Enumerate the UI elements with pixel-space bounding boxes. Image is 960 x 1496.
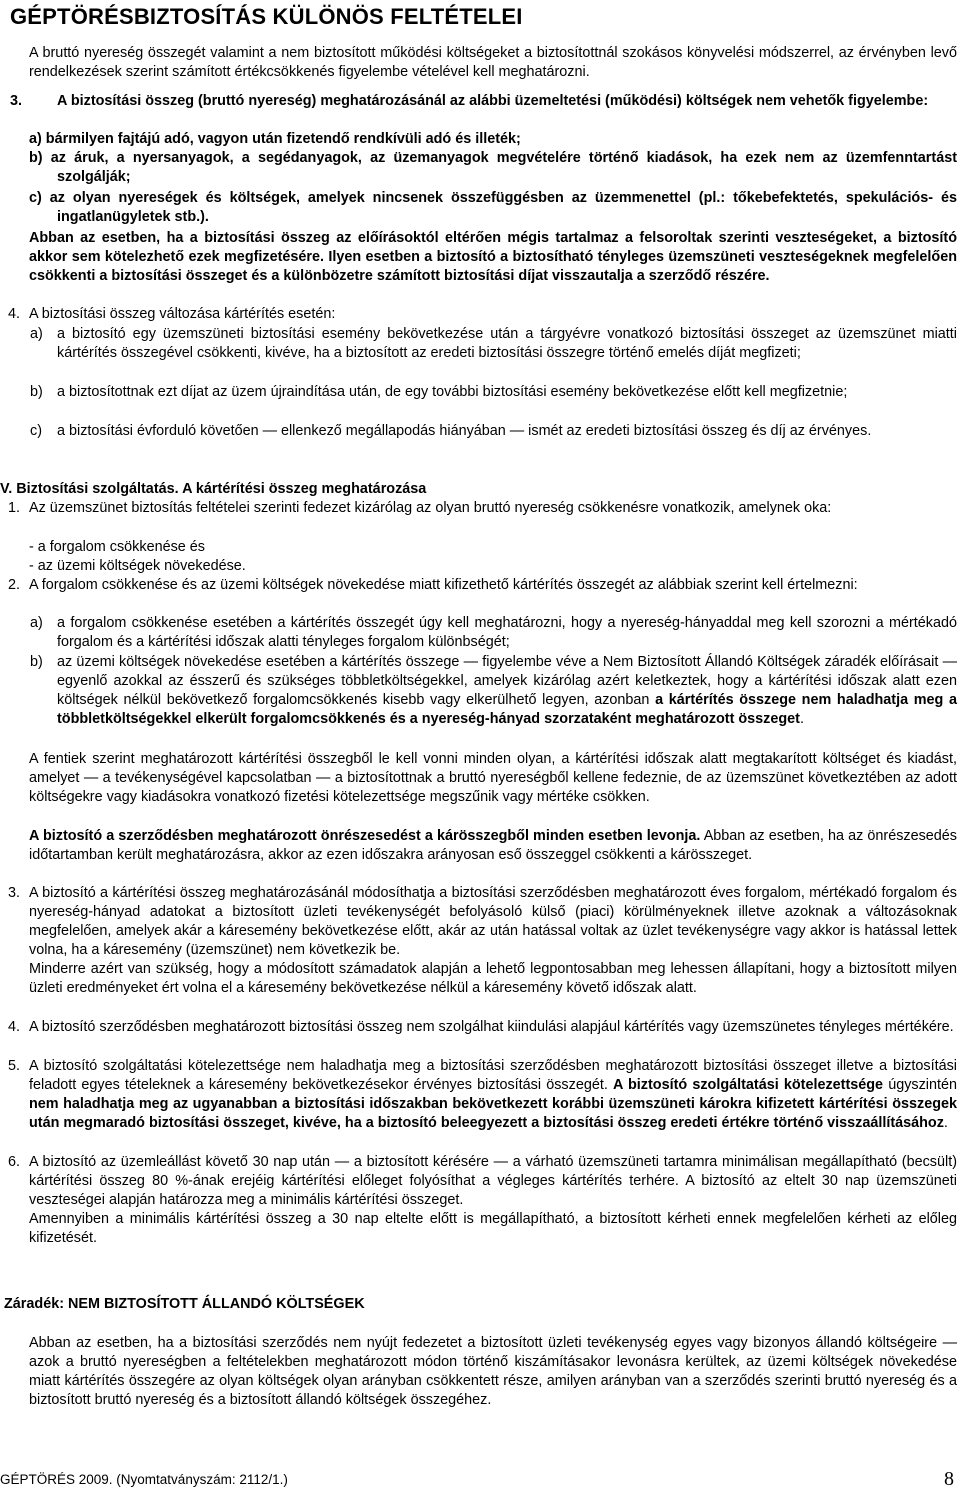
v1-dash-1: - a forgalom csökkenése és [29, 539, 205, 555]
section-4-item-b [30, 383, 957, 402]
v2-paragraph-2 [29, 827, 957, 865]
page-number: 8 [944, 1468, 954, 1490]
section-4-item-c [30, 422, 957, 441]
v5-part-5: . [943, 1115, 948, 1131]
v2-item-a-text: a forgalom csökkenése esetében a kártérítés összegét úgy kell meghatározni, hogy a nyereség-hányaddal meg kell szorozni a mértékadó forgalom és a kártérítési időszak alatti tényleges forgalom különbségét; [57, 615, 957, 650]
v1-dash-2: - az üzemi költségek növekedése. [29, 558, 246, 574]
v2-paragraph-1: A fentiek szerint meghatározott kártérítési összegből le kell vonni minden olyan, a kártérítési időszak alatt megtakarított költséget és kiadást, amelyet — a tevékenységével kapcsolatban — a biztosítottnak a bruttó nyereségből kellene fedeznie, de az üzemszünet következtében az adott költségekre vagy kiadásokra vonatkozó fizetési kötelezettsége megszűnik vagy mértéke csökken. [29, 751, 957, 805]
v3-text: A biztosító a kártérítési összeg meghatározásánál módosíthatja a biztosítási szerződésben meghatározott éves forgalom, mértékadó forgalom és nyereség-hányad adatokat a biztosított üzleti tevékenységét befolyásoló külső (piaci) körülményeknek illetve azoknak a változásoknak megfelelően, amelyek akár a káresemény bekövetkezése előtt, akár az után hatással voltak az üzlet tevékenységre vagy akkor is hatással lettek volna, ha a káresemény (üzemszünet) nem következik be. [29, 885, 957, 958]
v5-part-3: úgyszintén [883, 1077, 958, 1093]
clause-text: Abban az esetben, ha a biztosítási szerződés nem nyújt fedezetet a biztosított üzleti tevékenység egyes vagy bizonyos állandó költségeire — azok a bruttó nyereségben a feltételekben meghatározott módon történő kiszámításakor levonásra kerültek, az üzemi költségek növekedése miatt kártérítés összegére az olyan költségek olyan arányban csökkentett része, amilyen arányban van a szerződés szerinti bruttó nyereség és a biztosított bruttó nyereség és a biztosított állandó költségek összegéhez. [29, 1335, 957, 1408]
v6-text: A biztosító az üzemleállást követő 30 nap után — a biztosított kérésére — a várható üzemszüneti tartamra minimálisan megállapítható (becsült) kártérítési összeg 80 %-ának erejéig kártérítési előleget folyósíthat a végleges kártérítés terhére. A biztosító az eltelt 30 nap üzemszüneti veszteségei alapján határozza meg a minimális kártérítési összeget. [29, 1154, 957, 1208]
intro-paragraph: A bruttó nyereség összegét valamint a nem biztosított működési költségeket a biztosítottnál szokásos könyvelési módszerrel, az érvényben levő rendelkezések szerint számított értékcsökkenés figyelembe vételével kell meghatározni. [29, 45, 957, 80]
v2-item-a [30, 614, 957, 652]
v5-part-1: A biztosító szolgáltatási kötelezettsége nem haladhatja meg a biztosítási szerződésben meghatározott biztosítási összeget illetve a biztosítási feladott egyes tételeknek a káresemény bekövetkezésekor érvényes biztosítási összegét. [29, 1058, 957, 1093]
v2-p2-bold: A biztosító a szerződésben meghatározott önrészesedést a kárösszegből minden esetben levonja. [29, 828, 701, 844]
item-a-label: a) [30, 326, 43, 342]
section-4-item-a [30, 325, 957, 363]
v2-item-a-label: a) [30, 615, 43, 631]
v2-item-b [30, 653, 957, 729]
v6-number: 6. [8, 1154, 21, 1170]
v1-number: 1. [8, 500, 21, 516]
section-3-number: 3. [10, 93, 23, 109]
page-footer: GÉPTÖRÉS 2009. (Nyomtatványszám: 2112/1.) [0, 1472, 288, 1487]
item-b-text: a biztosítottnak ezt díjat az üzem újraindítása után, de egy további biztosítási esemény bekövetkezése előtt kell megfizetnie; [57, 384, 848, 400]
item-c-label: c) [30, 423, 42, 439]
v2-number: 2. [8, 577, 21, 593]
v5-text [29, 1057, 957, 1133]
v4-number: 4. [8, 1019, 21, 1035]
v3-paragraph: Minderre azért van szükség, hogy a módosított számadatok alapján a lehető legpontosabban meg lehessen állapítani, hogy a biztosított milyen üzleti eredményeket ért volna el a káresemény bekövetkezése nélkül a káresemény követő időszak alatt. [29, 961, 957, 996]
v2-item-b-label: b) [30, 654, 43, 670]
section-3-item-c: c) az olyan nyereségek és költségek, amelyek nincsenek összefüggésben az üzemmenettel (pl.: tőkebefektetés, spekulációs- és ingatlanügyletek stb.). [29, 190, 957, 225]
v5-part-2: A biztosító szolgáltatási kötelezettsége [613, 1077, 884, 1093]
item-a-text: a biztosító egy üzemszüneti biztosítási esemény bekövetkezése után a tárgyévre vonatkozó biztosítási összeget az üzemszünet miatti kártérítés összegével csökkenti, kivéve, ha a biztosított az eredeti biztosítási összegre történő emelés díját megfizeti; [57, 326, 957, 361]
section-3-item-b: b) az áruk, a nyersanyagok, a segédanyagok, az üzemanyagok megvételére történő kiadások, ha ezek nem az üzemfenntartást szolgálják; [29, 150, 957, 185]
section-4-number: 4. [8, 306, 21, 322]
item-b-label: b) [30, 384, 43, 400]
page-title: GÉPTÖRÉSBIZTOSÍTÁS KÜLÖNÖS FELTÉTELEI [10, 4, 523, 29]
section-v-heading: V. Biztosítási szolgáltatás. A kártérítési összeg meghatározása [0, 481, 427, 497]
v2-item-b-bold: a kártérítés összege nem haladhatja meg a többletköltségekkel elkerült forgalomcsökkenés és a nyereség-hányad szorzataként meghatározott összeget [57, 692, 957, 727]
section-3-tail: Abban az esetben, ha a biztosítási összeg az előírásoktól eltérően mégis tartalmaz a felsoroltak szerinti veszteségeket, a biztosító akkor sem kötelezhető ezek megfizetésére. Ilyen esetben a biztosító a biztosítható tényleges üzemszüneti veszteségeknek megfelelően csökkenti a biztosítási összeget és a különbözetre számított biztosítási díjat visszautalja a szerződő részére. [29, 230, 957, 284]
v3-number: 3. [8, 885, 21, 901]
item-c-text: a biztosítási évforduló követően — ellenkező megállapodás hiányában — ismét az eredeti biztosítási összeg és díj az érvényes. [57, 423, 872, 439]
v2-p2-rest: Abban az esetben, ha az önrészesedés időtartamban került meghatározásra, akkor az ezen időszakra arányosan eső összeggel csökkenti a kárösszeget. [29, 828, 957, 863]
clause-heading: Záradék: NEM BIZTOSÍTOTT ÁLLANDÓ KÖLTSÉGEK [4, 1296, 365, 1312]
section-3-item-a: a) bármilyen fajtájú adó, vagyon után fizetendő rendkívüli adó és illeték; [29, 131, 521, 147]
v4-text: A biztosító szerződésben meghatározott biztosítási összeg nem szolgálhat kiindulási alapjául kártérítés vagy üzemszünetes tényleges mértékére. [29, 1019, 954, 1035]
v5-part-4: nem haladhatja meg az ugyanabban a biztosítási időszakban bekövetkezett korábbi üzemszüneti károkra kifizetett kártérítési összegek után megmaradó biztosítási összeget, kivéve, ha a biztosító beleegyezett a biztosítási összeg eredeti értékre történő visszaállításához [29, 1096, 957, 1131]
v2-item-b-text: az üzemi költségek növekedése esetében a kártérítés összege — figyelembe véve a Nem Biztosított Állandó Költségek záradék előírásait — egyenlő azokkal az ésszerű és szükséges többletköltségekkel, amelyek kizárólag azért keletkeztek, hogy a kártérítési időszak alatt ezen költségek nélkül bekövetkező forgalomcsökkenés kisebb vagy elkerülhető legyen, azonban [57, 654, 957, 708]
section-4-text: A biztosítási összeg változása kártérítés esetén: [29, 306, 336, 322]
v5-number: 5. [8, 1058, 21, 1074]
section-3-text: A biztosítási összeg (bruttó nyereség) meghatározásánál az alábbi üzemeltetési (működési) költségek nem vehetők figyelembe: [57, 93, 929, 109]
v2-text: A forgalom csökkenése és az üzemi költségek növekedése miatt kifizethető kártérítés összegét az alábbiak szerint kell értelmezni: [29, 577, 858, 593]
v2-item-b-end: . [799, 711, 804, 727]
v1-text: Az üzemszünet biztosítás feltételei szerinti fedezet kizárólag az olyan bruttó nyereség csökkenésre vonatkozik, amelynek oka: [29, 500, 832, 516]
v6-paragraph: Amennyiben a minimális kártérítési összeg a 30 nap eltelte előtt is megállapítható, a biztosított kérheti ennek megfelelően kérheti az előleg kifizetését. [29, 1211, 957, 1246]
